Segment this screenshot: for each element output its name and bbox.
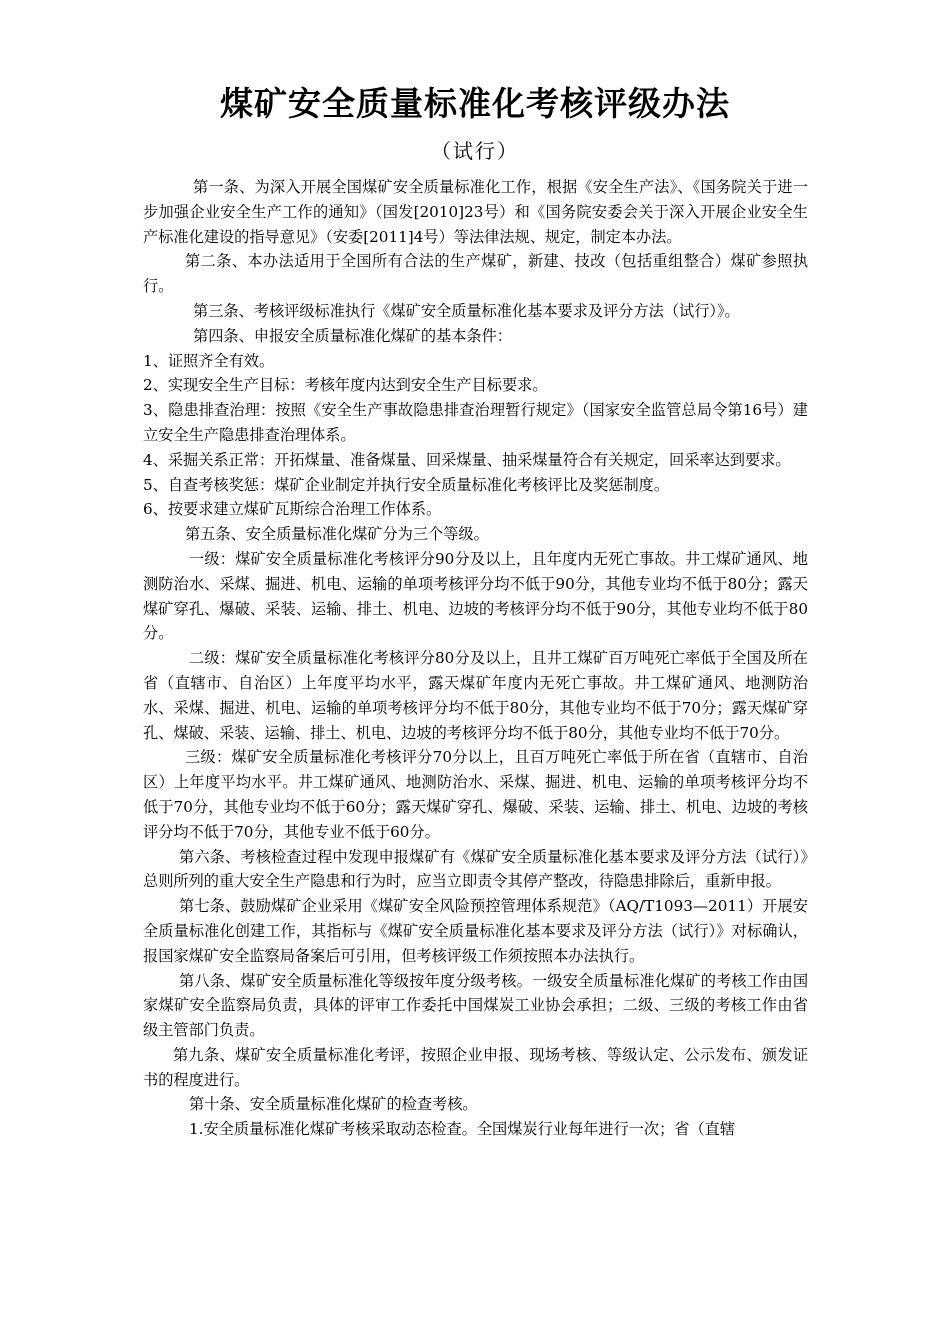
condition-item: 4、采掘关系正常：开拓煤量、准备煤量、回采煤量、抽采煤量符合有关规定，回采率达到要求。 [143, 450, 791, 469]
article-6: 第六条、考核检查过程中发现申报煤矿有《煤矿安全质量标准化基本要求及评分方法（试行）》总则所列的重大安全生产隐患和行为时，应当立即责令其停产整改，待隐患排除后，重新申报。 [143, 847, 808, 891]
grade-level-2: 二级：煤矿安全质量标准化考核评分80分及以上，且井工煤矿百万吨死亡率低于全国及所在省（直辖市、自治区）上年度平均水平，露天煤矿年度内无死亡事故。井工煤矿通风、地测防治水、采煤、掘进、机电、运输的单项考核评分均不低于80分，其他专业均不低于70分；露天煤矿穿孔、煤破、采装、运输、排土、机电、边坡的考核评分均不低于80分，其他专业均不低于70分。 [143, 649, 808, 742]
article-3: 第三条、考核评级标准执行《煤矿安全质量标准化基本要求及评分方法（试行）》。 [193, 301, 740, 320]
article-10: 第十条、安全质量标准化煤矿的检查考核。 [189, 1095, 478, 1114]
article-1: 第一条、为深入开展全国煤矿安全质量标准化工作，根据《安全生产法》、《国务院关于进一步加强企业安全生产工作的通知》（国发[2010]23号）和《国务院安委会关于深入开展企业安全生产标准化建设的指导意见》（安委[2011]4号）等法律法规、规定，制定本办法。 [143, 178, 808, 246]
grade-level-3: 三级：煤矿安全质量标准化考核评分70分以上，且百万吨死亡率低于所在省（直辖市、自治区）上年度平均水平。井工煤矿通风、地测防治水、采煤、掘进、机电、运输的单项考核评分均不低于70分，其他专业均不低于60分；露天煤矿穿孔、爆破、采装、运输、排土、机电、边坡的考核评分均不低于70分，其他专业不低于60分。 [143, 748, 808, 841]
condition-item: 2、实现安全生产目标：考核年度内达到安全生产目标要求。 [143, 376, 548, 395]
article-8: 第八条、煤矿安全质量标准化等级按年度分级考核。一级安全质量标准化煤矿的考核工作由国家煤矿安全监察局负责，具体的评审工作委托中国煤炭工业协会承担；二级、三级的考核工作由省级主管部门负责。 [143, 971, 808, 1040]
article-10-item-1: 1.安全质量标准化煤矿考核采取动态检查。全国煤炭行业每年进行一次；省（直辖 [189, 1120, 736, 1139]
condition-item: 3、隐患排查治理：按照《安全生产事故隐患排查治理暂行规定》（国家安全监管总局令第16号）建立安全生产隐患排查治理体系。 [143, 401, 808, 444]
grade-level-1: 一级：煤矿安全质量标准化考核评分90分及以上，且年度内无死亡事故。井工煤矿通风、地测防治水、采煤、掘进、机电、运输的单项考核评分均不低于90分，其他专业均不低于80分；露天煤矿穿孔、爆破、采装、运输、排土、机电、边坡的考核评分均不低于90分，其他专业均不低于80分。 [143, 549, 808, 643]
condition-item: 5、自查考核奖惩：煤矿企业制定并执行安全质量标准化考核评比及奖惩制度。 [143, 475, 670, 494]
article-5: 第五条、安全质量标准化煤矿分为三个等级。 [185, 525, 489, 544]
article-9: 第九条、煤矿安全质量标准化考评，按照企业申报、现场考核、等级认定、公示发布、颁发证书的程度进行。 [143, 1045, 808, 1089]
article-7: 第七条、鼓励煤矿企业采用《煤矿安全风险预控管理体系规范》（AQ/T1093—2011）开展安全质量标准化创建工作，其指标与《煤矿安全质量标准化基本要求及评分方法（试行）》对标确认，报国家煤矿安全监察局备案后可引用，但考核评级工作须按照本办法执行。 [143, 897, 808, 965]
document-title: 煤矿安全质量标准化考核评级办法 [220, 84, 730, 123]
condition-item: 1、证照齐全有效。 [143, 351, 275, 370]
document-body [143, 175, 808, 1142]
article-2: 第二条、本办法适用于全国所有合法的生产煤矿，新建、技改（包括重组整合）煤矿参照执行。 [143, 252, 808, 296]
condition-item: 6、按要求建立煤矿瓦斯综合治理工作体系。 [143, 500, 442, 519]
article-4: 第四条、申报安全质量标准化煤矿的基本条件： [193, 326, 512, 345]
document-subtitle: （试行） [431, 139, 519, 163]
